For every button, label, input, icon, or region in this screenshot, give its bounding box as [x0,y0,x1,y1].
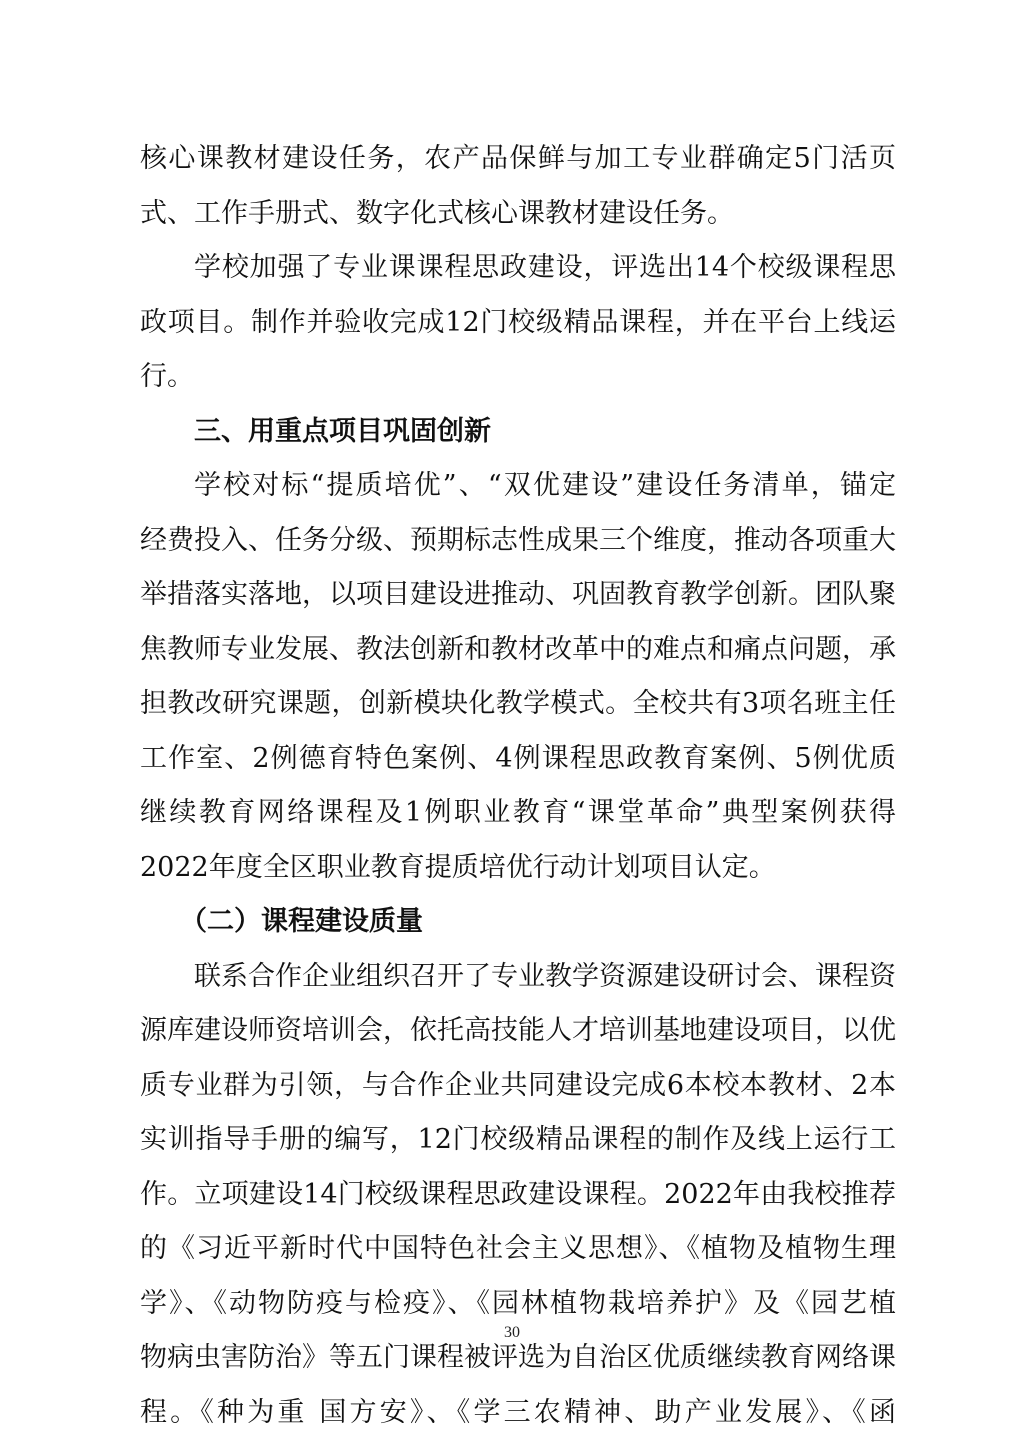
body-paragraph [140,241,896,405]
body-paragraph [140,459,896,895]
text-line: 三、用重点项目巩固创新 [194,415,491,447]
text-line: 经费投入、任务分级、预期标志性成果三个维度，推动各项重大 [140,524,896,556]
text-line: 继续教育网络课程及1例职业教育“课堂革命”典型案例获得 [140,797,896,828]
subsection-heading [140,895,896,950]
document-body [140,132,896,1440]
text-line: 源库建设师资培训会，依托高技能人才培训基地建设项目，以优 [140,1015,896,1046]
text-line: 联系合作企业组织召开了专业教学资源建设研讨会、课程资 [194,960,896,992]
text-line: 质专业群为引领，与合作企业共同建设完成6本校本教材、2本 [140,1069,896,1101]
body-paragraph [140,950,896,1441]
page-number: 30 [504,1324,520,1341]
text-line: 行。 [140,361,194,392]
text-line: 学校加强了专业课课程思政建设，评选出14个校级课程思 [194,252,896,283]
text-line: 举措落实落地，以项目建设进推动、巩固教育教学创新。团队聚 [140,579,896,610]
text-line: 实训指导手册的编写，12门校级精品课程的制作及线上运行工 [140,1124,896,1155]
text-line: 焦教师专业发展、教法创新和教材改革中的难点和痛点问题，承 [140,633,896,665]
text-line: 学校对标“提质培优”、“双优建设”建设任务清单，锚定 [194,470,896,501]
text-line: 核心课教材建设任务，农产品保鲜与加工专业群确定5门活页 [140,143,896,174]
section-heading [140,405,896,460]
text-line: 程。《种为重 国方安》、《学三农精神、助产业发展》、《函 [140,1396,896,1428]
text-line: 担教改研究课题，创新模块化教学模式。全校共有3项名班主任 [140,688,896,719]
text-line: 政项目。制作并验收完成12门校级精品课程，并在平台上线运 [140,306,896,338]
text-line: 作。立项建设14门校级课程思政建设课程。2022年由我校推荐 [140,1178,896,1210]
text-line: 的《习近平新时代中国特色社会主义思想》、《植物及植物生理 [140,1233,896,1264]
text-line: （二）课程建设质量 [180,906,423,937]
body-paragraph [140,132,896,241]
text-line: 学》、《动物防疫与检疫》、《园林植物栽培养护》及《园艺植 [140,1287,896,1319]
text-line: 2022年度全区职业教育提质培优行动计划项目认定。 [140,851,776,883]
text-line: 工作室、2例德育特色案例、4例课程思政教育案例、5例优质 [140,742,896,774]
text-line: 式、工作手册式、数字化式核心课教材建设任务。 [140,197,734,229]
text-line: 物病虫害防治》等五门课程被评选为自治区优质继续教育网络课 [140,1342,896,1373]
